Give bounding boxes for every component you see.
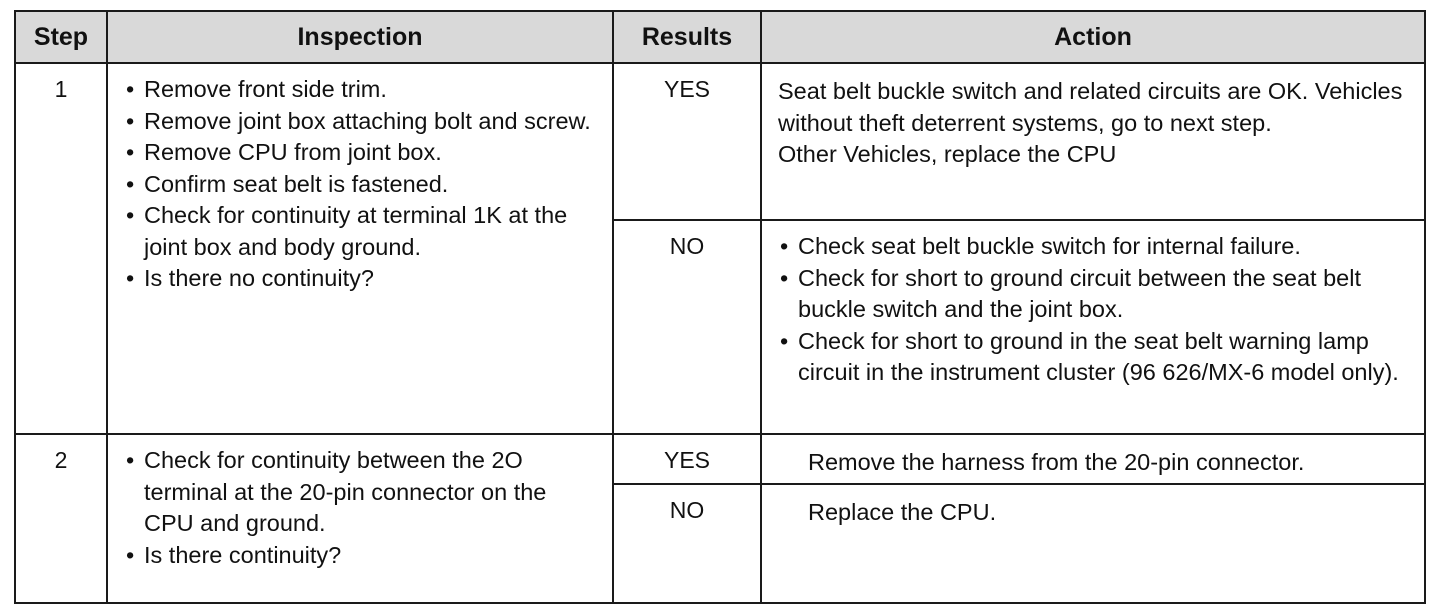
- step-number: 2: [15, 434, 107, 603]
- list-item: • Remove CPU from joint box.: [122, 137, 602, 169]
- list-item: • Is there no continuity?: [122, 263, 602, 295]
- action-cell: [761, 434, 1425, 484]
- list-item: • Confirm seat belt is fastened.: [122, 169, 602, 201]
- table-row: [15, 434, 1425, 484]
- action-text: Remove the harness from the 20-pin connector.: [808, 449, 1305, 475]
- list-item: • Remove front side trim.: [122, 74, 602, 106]
- header-row: [15, 11, 1425, 63]
- table-row: [15, 63, 1425, 220]
- header-results: Results: [613, 11, 761, 63]
- inspection-list: [108, 64, 612, 295]
- list-item: • Check for continuity at terminal 1K at the joint box and body ground.: [122, 200, 602, 263]
- header-inspection: Inspection: [107, 11, 613, 63]
- list-item: • Remove joint box attaching bolt and screw.: [122, 106, 602, 138]
- result-no: NO: [613, 484, 761, 603]
- action-cell: [761, 220, 1425, 434]
- list-item: • Check seat belt buckle switch for internal failure.: [776, 231, 1414, 263]
- inspection-cell: [107, 434, 613, 603]
- step-number: 1: [15, 63, 107, 434]
- list-item: • Check for continuity between the 2O terminal at the 20-pin connector on the CPU and ground.: [122, 445, 602, 540]
- header-step: Step: [15, 11, 107, 63]
- result-yes: YES: [613, 63, 761, 220]
- result-no: NO: [613, 220, 761, 434]
- inspection-cell: [107, 63, 613, 434]
- action-cell: [761, 63, 1425, 220]
- list-item: • Is there continuity?: [122, 540, 602, 572]
- action-text: Seat belt buckle switch and related circuits are OK. Vehicles without theft deterrent systems, go to next step.: [778, 78, 1403, 136]
- result-yes: YES: [613, 434, 761, 484]
- diagnostic-table: [14, 10, 1426, 604]
- action-text: Other Vehicles, replace the CPU: [778, 141, 1117, 167]
- list-item: • Check for short to ground circuit between the seat belt buckle switch and the joint box.: [776, 263, 1414, 326]
- header-action: Action: [761, 11, 1425, 63]
- action-list: [762, 221, 1424, 389]
- inspection-list: [108, 435, 612, 571]
- list-item: • Check for short to ground in the seat belt warning lamp circuit in the instrument cluster (96 626/MX-6 model only).: [776, 326, 1414, 389]
- action-cell: [761, 484, 1425, 603]
- action-text: Replace the CPU.: [808, 499, 997, 525]
